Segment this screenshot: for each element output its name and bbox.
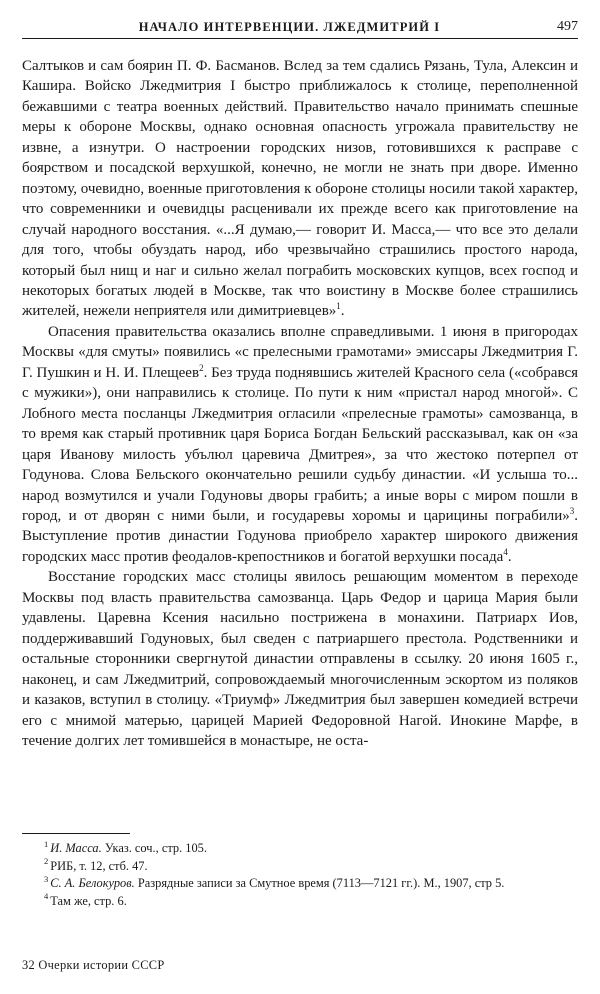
footnote bbox=[22, 858, 578, 876]
paragraph-text: Восстание городских масс столицы явилось решающим моментом в переходе Москвы под власть правительства самозванца. Царь Федор и царица Мария были удавлены. Царевна Ксения насильно пострижена в монахини. Патриарх Иов, поддерживавший Годуновых, был сведен с патриаршего престола. Родственники и остальные сторонники свергнутой династии отправлены в ссылку. 20 июня 1605 г., наконец, и сам Лжедмитрий, сопровождаемый многочисленным эскортом из поляков и казаков, вступил в столицу. «Триумф» Лжедмитрия был завершен комедией встречи его с мнимой матерью, царицей Марией Федоровной Нагой. Инокине Марфе, в течение долгих лет томившейся в монастыре, не оста- bbox=[22, 569, 578, 749]
paragraph bbox=[22, 56, 578, 322]
page-number: 497 bbox=[557, 19, 578, 34]
footnote-text: Разрядные записи за Смутное время (7113—7121 гг.). М., 1907, стр 5. bbox=[134, 876, 505, 890]
paragraph bbox=[22, 567, 578, 751]
footnote-divider bbox=[22, 833, 130, 834]
paragraph-text: . Без труда поднявшись жителей Красного села («собрався с мужики»), они направились к столице. По пути к ним «пристал народ многой». С Лобного места посланцы Лжедмитрия огласили «прелесные грамоты» самозванца, в то время как старый противник царя Бориса Богдан Бельский рассказывал, как он «за царя Иванову милость убълюл царевича Дмитрея», за что жестоко потерпел от Годунова. Слова Бельского окончательно решили судьбу династии. «И услыша то... народ возмутился и учали Годуновы дворы грабить; а иные воры с миром пошли в город, и от дворян с ними были, и государевы хоромы и царицины пограбили» bbox=[22, 364, 578, 524]
footnote-ref: 2 bbox=[199, 362, 204, 373]
paragraph-text: . bbox=[507, 548, 512, 565]
footnote-ref: 4 bbox=[503, 546, 508, 557]
running-header bbox=[22, 16, 578, 39]
paragraph bbox=[22, 322, 578, 567]
footnote-author: С. А. Белокуров. bbox=[50, 876, 135, 890]
footnote bbox=[22, 875, 578, 893]
footnote-text: Там же, стр. 6. bbox=[50, 893, 127, 908]
footnote-ref: 1 bbox=[336, 301, 341, 312]
footnote-ref: 3 bbox=[569, 505, 575, 516]
footnote bbox=[22, 840, 578, 858]
footnote-author: И. Масса. bbox=[50, 841, 102, 855]
printer-signature: 32 Очерки истории СССР bbox=[22, 958, 165, 972]
footnote-number: 3 bbox=[44, 873, 49, 884]
footnotes bbox=[22, 840, 578, 910]
footnote-text: Указ. соч., стр. 105. bbox=[101, 841, 207, 855]
paragraph-text: Опасения правительства оказались вполне справедливыми. 1 июня в пригородах Москвы «для смуты» появились «с прелесными грамотами» эмиссары Лжедмитрия Г. Г. Пушкин и Н. И. Плещеев bbox=[22, 323, 578, 381]
main-text bbox=[22, 56, 578, 751]
paragraph-text: . bbox=[340, 303, 345, 320]
footnote-number: 4 bbox=[44, 891, 49, 902]
paragraph-text: . Выступление против династии Годунова приобрело характер широкого движения городских масс против феодалов-крепостников и богатой верхушки посада bbox=[22, 507, 578, 565]
paragraph-text: Салтыков и сам боярин П. Ф. Басманов. Вслед за тем сдались Рязань, Тула, Алексин и Кашира. Войско Лжедмитрия I быстро приближалось к столице, переполненной бежавшими с театра военных действий. Правительство начало принимать спешные меры к обороне Москвы, однако основная опасность угрожала правительству не извне, а изнутри. О настроении городских низов, готовившихся к расправе с боярством и посадской верхушкой, конечно, не могли не знать при дворе. Именно поэтому, очевидно, военные приготовления к обороне столицы носили такой характер, что современники и очевидцы расценивали их прежде всего как приготовление на случай народного восстания. «...Я думаю,— говорит И. Масса,— что все это делали для того, чтобы обуздать народ, ибо чрезвычайно страшились простого народа, который был нищ и наг и сильно желал пограбить московских купцов, всех господ и некоторых богатых людей в Москве, так что воистину в Москве более страшились жителей, нежели неприятеля или димитриевцев» bbox=[22, 58, 578, 320]
header-title: НАЧАЛО ИНТЕРВЕНЦИИ. ЛЖЕДМИТРИЙ I bbox=[138, 20, 441, 34]
footnote-number: 2 bbox=[44, 856, 49, 867]
footnote-number: 1 bbox=[44, 838, 49, 849]
footnote-text: РИБ, т. 12, стб. 47. bbox=[50, 858, 148, 873]
footnote bbox=[22, 893, 578, 911]
